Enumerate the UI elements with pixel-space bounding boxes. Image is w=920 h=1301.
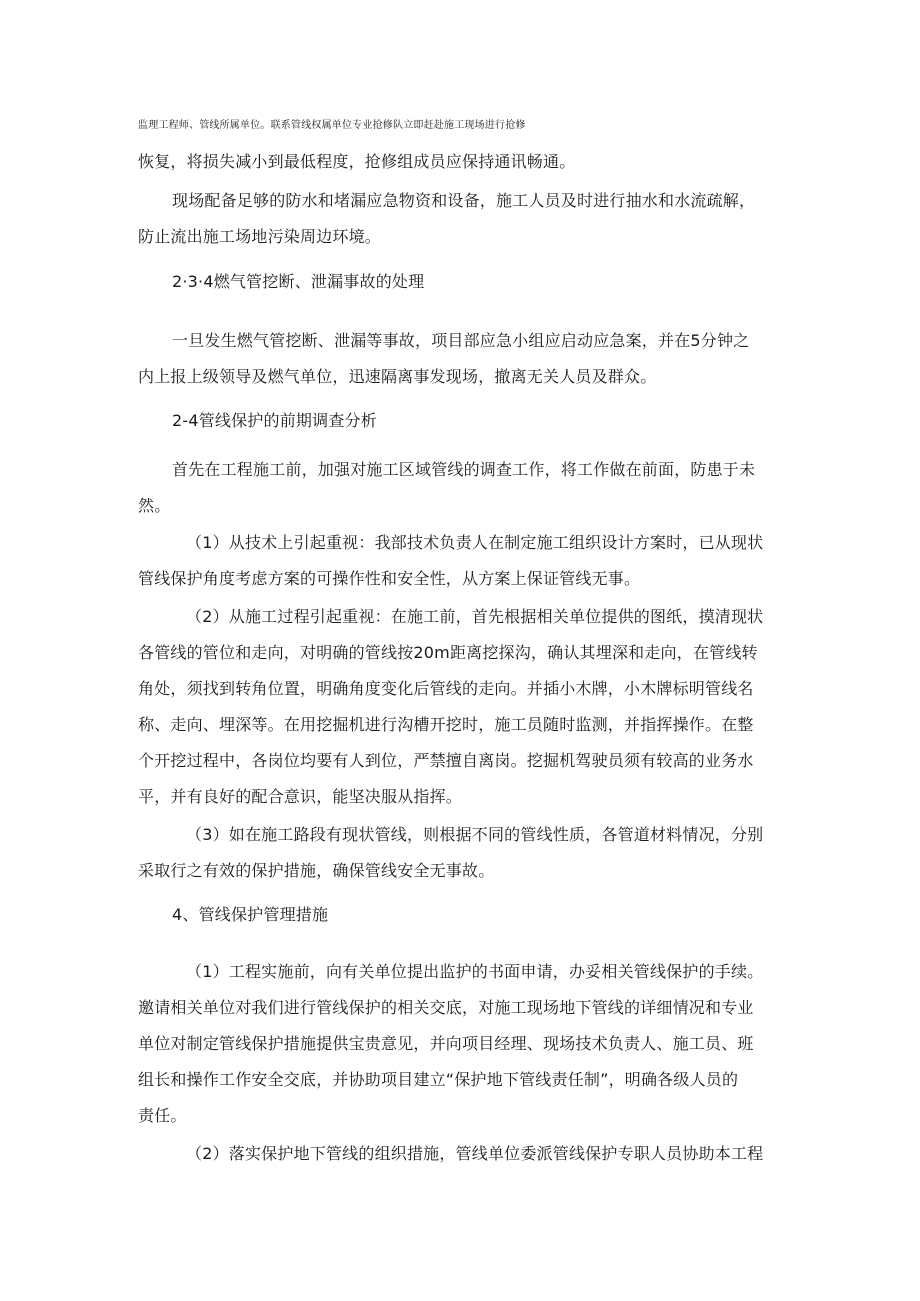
- section-heading: 2-4管线保护的前期调查分析: [172, 411, 377, 430]
- paragraph-line: 角处，须找到转角位置，明确角度变化后管线的走向。并插小木牌，小木牌标明管线名: [138, 679, 754, 698]
- paragraph-line: 责任。: [138, 1106, 187, 1125]
- paragraph-line: 内上报上级领导及燃气单位，迅速隔离事发现场，撤离无关人员及群众。: [138, 367, 657, 386]
- paragraph-line: 监理工程师、管线所属单位。联系管线权属单位专业抢修队立即赶赴施工现场进行抢修: [138, 120, 526, 131]
- paragraph-line: 现场配备足够的防水和堵漏应急物资和设备，施工人员及时进行抽水和水流疏解，: [172, 191, 756, 210]
- paragraph-line: 称、走向、埋深等。在用挖掘机进行沟槽开挖时，施工员随时监测，并指挥操作。在整: [138, 715, 754, 734]
- paragraph-line: 平，并有良好的配合意识，能坚决服从指挥。: [138, 787, 463, 806]
- paragraph-line: （2）落实保护地下管线的组织措施，管线单位委派管线保护专职人员协助本工程: [186, 1144, 764, 1163]
- paragraph-line: 单位对制定管线保护措施提供宝贵意见，并向项目经理、现场技术负责人、施工员、班: [138, 1034, 754, 1053]
- paragraph-line: （1）从技术上引起重视：我部技术负责人在制定施工组织设计方案时，已从现状: [186, 533, 764, 552]
- paragraph-line: 管线保护角度考虑方案的可操作性和安全性，从方案上保证管线无事。: [138, 569, 641, 588]
- paragraph-line: 恢复，将损失减小到最低程度，抢修组成员应保持通讯畅通。: [138, 152, 576, 171]
- section-heading: 2·3·4燃气管挖断、泄漏事故的处理: [172, 272, 425, 291]
- paragraph-line: 邀请相关单位对我们进行管线保护的相关交底，对施工现场地下管线的详细情况和专业: [138, 998, 754, 1017]
- paragraph-line: 首先在工程施工前，加强对施工区域管线的调查工作，将工作做在前面，防患于未: [172, 460, 756, 479]
- paragraph-line: （1）工程实施前，向有关单位提出监护的书面申请，办妥相关管线保护的手续。: [186, 962, 764, 981]
- paragraph-line: （2）从施工过程引起重视：在施工前，首先根据相关单位提供的图纸，摸清现状: [186, 607, 764, 626]
- section-heading: 4、管线保护管理措施: [172, 905, 329, 924]
- paragraph-line: 个开挖过程中，各岗位均要有人到位，严禁擅自离岗。挖掘机驾驶员须有较高的业务水: [138, 751, 754, 770]
- paragraph-line: 采取行之有效的保护措施，确保管线安全无事故。: [138, 861, 495, 880]
- paragraph-line: 然。: [138, 496, 171, 515]
- paragraph-line: 一旦发生燃气管挖断、泄漏等事故，项目部应急小组应启动应急案，并在5分钟之: [172, 331, 750, 350]
- paragraph-line: 防止流出施工场地污染周边环境。: [138, 227, 382, 246]
- paragraph-line: （3）如在施工路段有现状管线，则根据不同的管线性质，各管道材料情况，分别: [186, 825, 764, 844]
- paragraph-line: 各管线的管位和走向，对明确的管线按20m距离挖探沟，确认其埋深和走向，在管线转: [138, 643, 758, 662]
- paragraph-line: 组长和操作工作安全交底，并协助项目建立“保护地下管线责任制”，明确各级人员的: [138, 1070, 739, 1089]
